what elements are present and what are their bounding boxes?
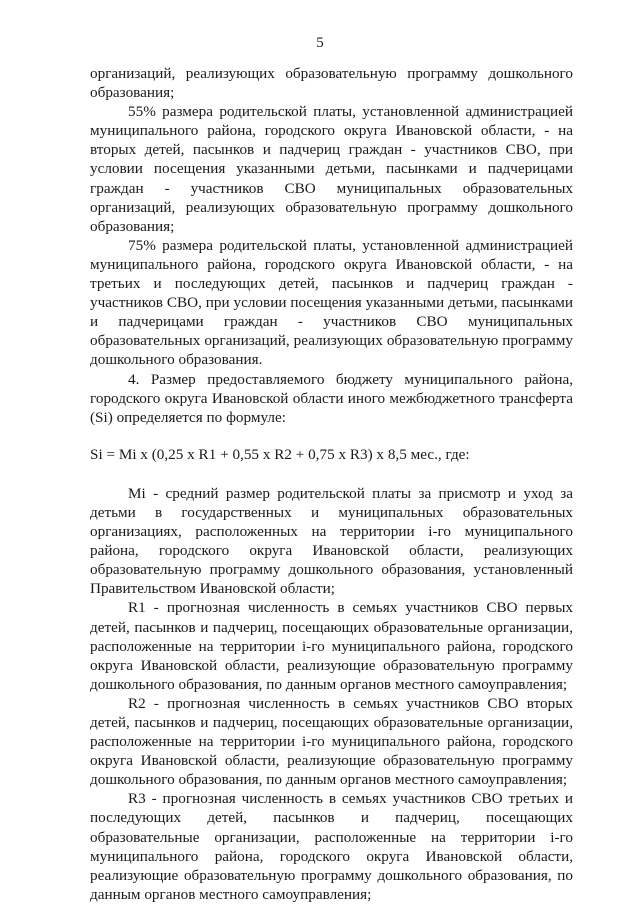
definition-r2: R2 - прогнозная численность в семьях участников СВО вторых детей, пасынков и падчериц, посещающих образовательные организации, расположенные на территории i-го муниципального района, городского округа Ивановской области, реализующие образовательную программу дошкольного образования, по данным органов местного самоуправления;	[90, 694, 573, 789]
definition-r1: R1 - прогнозная численность в семьях участников СВО первых детей, пасынков и падчериц, посещающих образовательные организации, расположенные на территории i-го муниципального района, городского округа Ивановской области, реализующие образовательную программу дошкольного образования, по данным органов местного самоуправления;	[90, 599, 573, 693]
paragraph-55-percent: 55% размера родительской платы, установленной администрацией муниципального района, городского округа Ивановской области, - на вторых детей, пасынков и падчериц граждан - участников СВО, при условии посещения указанными детьми, пасынками и падчерицами граждан - участников СВО муниципальных образовательных организаций, реализующих образовательную программу дошкольного образования;	[90, 103, 573, 235]
paragraph-75-percent: 75% размера родительской платы, установленной администрацией муниципального района, городского округа Ивановской области, - на третьих и последующих детей, пасынков и падчериц граждан - участников СВО, при условии посещения указанными детьми, пасынками и падчерицами граждан - участников СВО муниципальных образовательных организаций, реализующих образовательную программу дошкольного образования.	[90, 236, 573, 369]
document-body	[90, 64, 573, 904]
paragraph-item-4: 4. Размер предоставляемого бюджету муниципального района, городского округа Ивановской области иного межбюджетного трансферта (Si) определяется по формуле:	[90, 370, 573, 426]
definition-r3: R3 - прогнозная численность в семьях участников СВО третьих и последующих детей, пасынков и падчериц, посещающих образовательные организации, расположенные на территории i-го муниципального района, городского округа Ивановской области, реализующие образовательную программу дошкольного образования, по данным органов местного самоуправления;	[90, 790, 573, 903]
paragraph-continuation: организаций, реализующих образовательную программу дошкольного образования;	[90, 65, 573, 102]
page-number: 5	[316, 35, 324, 51]
definition-mi: Mi - средний размер родительской платы за присмотр и уход за детьми в государственных и муниципальных образовательных организациях, расположенных на территории i-го муниципального района, городского округа Ивановской области, реализующих образовательную программу дошкольного образования, установленный Правительством Ивановской области;	[90, 484, 573, 598]
formula: Si = Mi x (0,25 x R1 + 0,55 x R2 + 0,75 x R3) x 8,5 мес., где:	[90, 445, 470, 463]
